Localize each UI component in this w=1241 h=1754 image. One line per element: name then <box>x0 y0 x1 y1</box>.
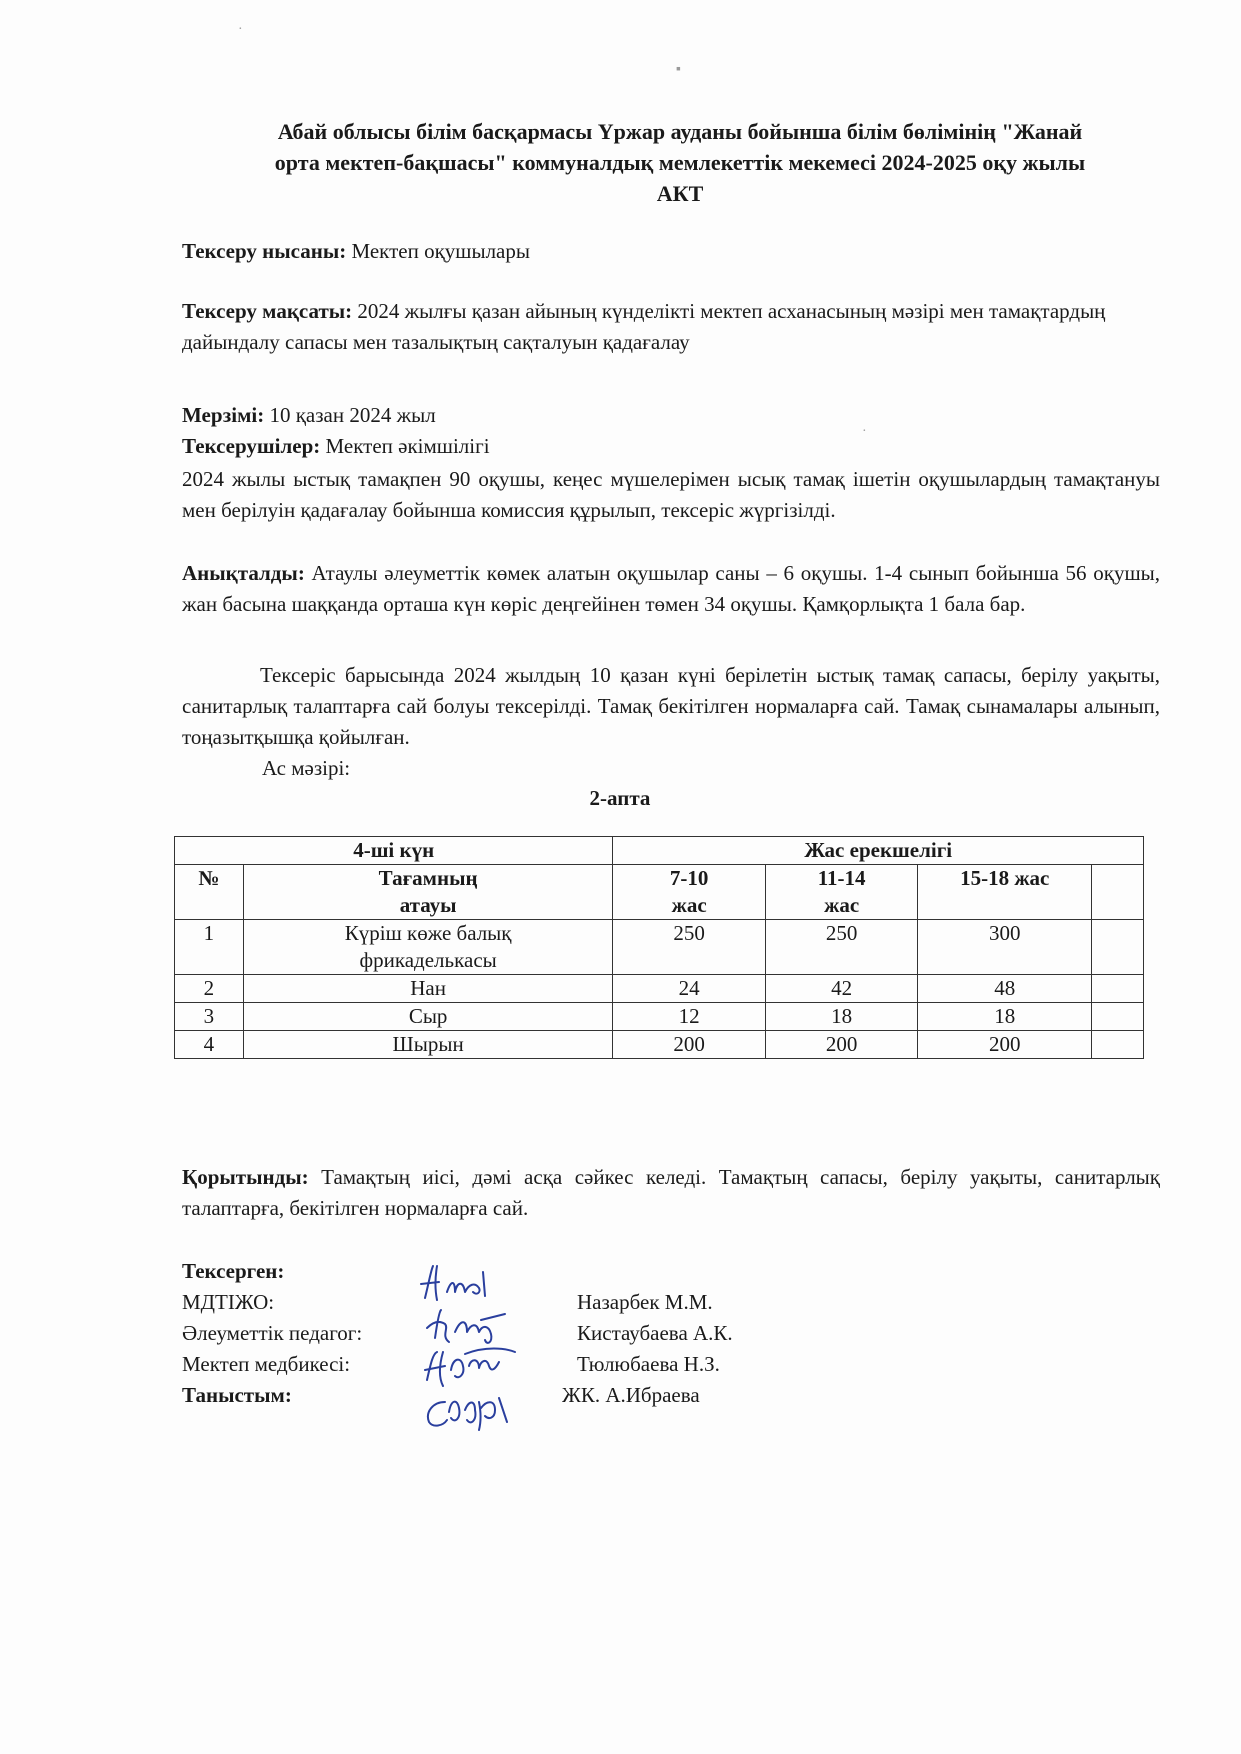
signer-role: Әлеуметтік педагог: <box>182 1321 363 1345</box>
table-row <box>175 1031 1144 1059</box>
inspection-object-label: Тексеру нысаны: <box>182 239 347 263</box>
row-age3: 300 <box>918 920 1092 975</box>
row-age1: 12 <box>613 1003 765 1031</box>
document-title: АКТ <box>656 181 704 206</box>
inspection-object-value: Мектеп оқушылары <box>346 239 530 263</box>
scan-speck: · <box>238 22 243 37</box>
row-name: Сыр <box>243 1003 613 1031</box>
row-age2: 250 <box>765 920 917 975</box>
empty-column-cell <box>1092 1031 1144 1059</box>
menu-table <box>174 836 1144 1059</box>
col-name-header <box>243 865 613 920</box>
signature-2 <box>427 1310 505 1343</box>
row-age2: 18 <box>765 1003 917 1031</box>
row-age3: 48 <box>918 975 1092 1003</box>
handwritten-signatures <box>415 1262 535 1432</box>
conclusion-paragraph <box>182 1162 1160 1224</box>
inspection-date <box>182 400 1160 431</box>
inspectors-value: Мектеп әкімшілігі <box>320 434 490 458</box>
inspectors <box>182 431 1160 462</box>
acquainted-name: ЖК. А.Ибраева <box>562 1383 700 1407</box>
findings-value: Атаулы әлеуметтік көмек алатын оқушылар саны – 6 оқушы. 1-4 сынып бойынша 56 оқушы, жан басына шаққанда орташа күн көріс деңгейінен төмен 34 оқушы. Қамқорлықта 1 бала бар. <box>182 561 1160 616</box>
row-age1: 24 <box>613 975 765 1003</box>
row-age2: 42 <box>765 975 917 1003</box>
signer-name: Назарбек М.М. <box>577 1290 713 1314</box>
row-no: 4 <box>175 1031 244 1059</box>
row-no: 3 <box>175 1003 244 1031</box>
row-name: Нан <box>243 975 613 1003</box>
signature-1 <box>421 1266 485 1300</box>
signer-role: МДТІЖО: <box>182 1290 275 1314</box>
intro-paragraph: 2024 жылы ыстық тамақпен 90 оқушы, кеңес мүшелерімен ысық тамақ ішетін оқушылардың тамақтануы мен берілуін қадағалау бойынша комиссия құрылып, тексеріс жүргізілді. <box>182 467 1160 522</box>
checked-label: Тексерген: <box>182 1259 285 1283</box>
findings-label: Анықталды: <box>182 561 305 585</box>
signer-name: Тюлюбаева Н.З. <box>577 1352 720 1376</box>
signer-name: Кистаубаева А.К. <box>577 1321 733 1345</box>
col-age1-header <box>613 865 765 920</box>
row-age3: 18 <box>918 1003 1092 1031</box>
scan-speck: · <box>862 424 867 439</box>
age-header: Жас ерекшелігі <box>613 837 1144 865</box>
row-name <box>243 920 613 975</box>
col-age3-header: 15-18 жас <box>918 865 1092 920</box>
findings-paragraph <box>182 558 1160 620</box>
table-header-row-2 <box>175 865 1144 920</box>
document-header <box>200 116 1160 209</box>
empty-column-cell <box>1092 1003 1144 1031</box>
header-line-1: Абай облысы білім басқармасы Үржар ауданы бойынша білім бөлімінің "Жанай <box>277 119 1083 144</box>
inspection-goal <box>182 296 1160 358</box>
table-row <box>175 975 1144 1003</box>
conclusion-label: Қорытынды: <box>182 1165 309 1189</box>
date-label: Мерзімі: <box>182 403 265 427</box>
inspection-goal-value: 2024 жылғы қазан айының күнделікті мектеп асханасының мәзірі мен тамақтардың дайындалу сапасы мен тазалықтың сақталуын қадағалау <box>182 299 1106 354</box>
inspectors-label: Тексерушілер: <box>182 434 321 458</box>
acquainted-role: Таныстым: <box>182 1383 292 1407</box>
table-header-row-1 <box>175 837 1144 865</box>
signature-4 <box>428 1398 507 1430</box>
row-no: 1 <box>175 920 244 975</box>
date-value: 10 қазан 2024 жыл <box>264 403 436 427</box>
col-age2-header <box>765 865 917 920</box>
menu-label: Ас мәзірі: <box>262 756 351 780</box>
check-paragraph: Тексеріс барысында 2024 жылдың 10 қазан күні берілетін ыстық тамақ сапасы, берілу уақыты, санитарлық талаптарға сай болуы тексерілді. Тамақ бекітілген нормаларға сай. Тамақ сынамалары алынып, тоңазытқышқа қойылған. <box>182 663 1160 749</box>
col-name-header-text: Тағамның атауы <box>378 866 478 917</box>
row-age1: 200 <box>613 1031 765 1059</box>
empty-column-cell <box>1092 920 1144 975</box>
day-header: 4-ші күн <box>175 837 613 865</box>
row-name: Шырын <box>243 1031 613 1059</box>
conclusion-value: Тамақтың иісі, дәмі асқа сәйкес келеді. Тамақтың сапасы, берілу уақыты, санитарлық талаптарға, бекітілген нормаларға сай. <box>182 1165 1160 1220</box>
col-age1-header-text: 7-10 жас <box>669 866 709 917</box>
scan-speck: ▪ <box>676 62 681 77</box>
week-label: 2-апта <box>589 786 651 810</box>
row-no: 2 <box>175 975 244 1003</box>
table-row <box>175 920 1144 975</box>
row-age3: 200 <box>918 1031 1092 1059</box>
empty-column-cell <box>1092 975 1144 1003</box>
empty-column-cell <box>1092 865 1144 920</box>
table-row <box>175 1003 1144 1031</box>
col-age2-header-text: 11-14 жас <box>817 866 866 917</box>
header-line-2: орта мектеп-бақшасы" коммуналдық мемлекеттік мекемесі 2024-2025 оқу жылы <box>274 150 1086 175</box>
col-no-header: № <box>175 865 244 920</box>
inspection-goal-label: Тексеру мақсаты: <box>182 299 353 323</box>
signature-3 <box>425 1349 515 1387</box>
signer-role: Мектеп медбикесі: <box>182 1352 351 1376</box>
signature-block <box>182 1256 942 1416</box>
inspection-object <box>182 236 1160 267</box>
row-age1: 250 <box>613 920 765 975</box>
row-age2: 200 <box>765 1031 917 1059</box>
row-name-text: Күріш көже балық фрикаделькасы <box>344 921 512 972</box>
